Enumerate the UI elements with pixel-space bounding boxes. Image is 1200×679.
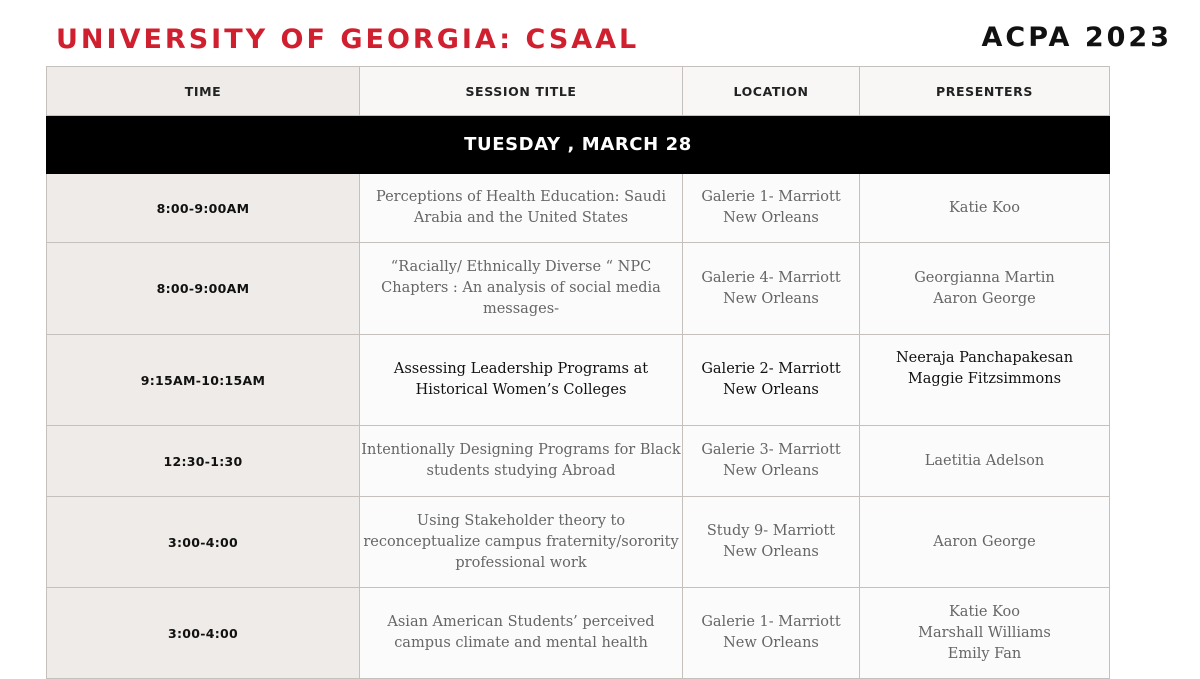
session-time: 12:30-1:30 xyxy=(47,426,360,497)
location-line: New Orleans xyxy=(723,544,819,560)
university-title: UNIVERSITY OF GEORGIA: CSAAL xyxy=(56,24,640,55)
session-presenters xyxy=(860,174,1110,243)
session-time: 3:00-4:00 xyxy=(47,497,360,588)
session-title-line: “Racially/ Ethnically Diverse “ NPC xyxy=(390,259,652,275)
session-title-line: professional work xyxy=(455,554,587,571)
session-title-line: reconceptualize campus fraternity/sorority xyxy=(363,533,679,550)
session-presenters xyxy=(860,243,1110,335)
location-line: Galerie 4- Marriott xyxy=(701,269,841,286)
session-presenters xyxy=(860,426,1110,497)
location-line: Study 9- Marriott xyxy=(706,523,836,539)
location-line: New Orleans xyxy=(723,210,819,226)
column-header-presenters: PRESENTERS xyxy=(860,67,1110,116)
session-title-line: Perceptions of Health Education: Saudi xyxy=(375,189,666,205)
session-location xyxy=(683,174,860,243)
presenter-name: Aaron George xyxy=(933,533,1036,550)
session-title xyxy=(360,174,683,243)
location-line: Galerie 1- Marriott xyxy=(701,614,841,630)
session-title-line: Chapters : An analysis of social media xyxy=(381,280,661,296)
column-header-location: LOCATION xyxy=(683,67,860,116)
location-line: New Orleans xyxy=(723,463,819,479)
presenter-name: Emily Fan xyxy=(947,645,1022,662)
session-time: 8:00-9:00AM xyxy=(47,174,360,243)
presenter-name: Marshall Williams xyxy=(918,624,1051,641)
session-time: 9:15AM-10:15AM xyxy=(47,335,360,426)
session-title-line: messages- xyxy=(482,301,560,317)
presenter-name: Aaron George xyxy=(933,290,1036,307)
table-row xyxy=(47,174,1110,243)
location-line: New Orleans xyxy=(723,635,819,651)
session-title xyxy=(360,335,683,426)
session-title-line: Arabia and the United States xyxy=(413,210,629,226)
session-location xyxy=(683,335,860,426)
session-presenters xyxy=(860,588,1110,679)
session-presenters xyxy=(860,335,1110,426)
session-title xyxy=(360,243,683,335)
presenter-name: Katie Koo xyxy=(948,199,1021,216)
session-title-line: campus climate and mental health xyxy=(394,635,648,651)
session-location xyxy=(683,497,860,588)
header-row xyxy=(47,67,1110,116)
session-title xyxy=(360,497,683,588)
presenter-name: Neeraja Panchapakesan xyxy=(895,350,1074,366)
session-title-line: Historical Women’s Colleges xyxy=(415,382,627,398)
session-title-line: Intentionally Designing Programs for Black xyxy=(361,442,681,458)
presenter-name: Maggie Fitzsimmons xyxy=(907,371,1062,387)
session-time: 3:00-4:00 xyxy=(47,588,360,679)
location-line: Galerie 2- Marriott xyxy=(701,361,841,377)
table-row xyxy=(47,588,1110,679)
session-title-line: Assessing Leadership Programs at xyxy=(393,361,649,377)
presenter-name: Georgianna Martin xyxy=(914,269,1055,286)
session-title-line: Asian American Students’ perceived xyxy=(387,614,655,630)
location-line: New Orleans xyxy=(723,382,819,398)
session-location xyxy=(683,243,860,335)
table-row xyxy=(47,497,1110,588)
table-row xyxy=(47,335,1110,426)
day-label: TUESDAY , MARCH 28 xyxy=(47,116,1110,174)
table-row xyxy=(47,243,1110,335)
column-header-session-title: SESSION TITLE xyxy=(360,67,683,116)
session-presenters xyxy=(860,497,1110,588)
location-line: New Orleans xyxy=(723,290,819,307)
schedule-table xyxy=(46,66,1110,679)
session-time: 8:00-9:00AM xyxy=(47,243,360,335)
location-line: Galerie 3- Marriott xyxy=(701,442,841,458)
table-row xyxy=(47,426,1110,497)
session-title-line: Using Stakeholder theory to xyxy=(416,512,626,529)
session-title xyxy=(360,426,683,497)
conference-title: ACPA 2023 xyxy=(981,22,1172,53)
day-row xyxy=(47,116,1110,174)
session-location xyxy=(683,588,860,679)
presenter-name: Laetitia Adelson xyxy=(924,452,1045,469)
session-title-line: students studying Abroad xyxy=(426,463,616,479)
session-title xyxy=(360,588,683,679)
presenter-name: Katie Koo xyxy=(948,603,1021,620)
column-header-time: TIME xyxy=(47,67,360,116)
location-line: Galerie 1- Marriott xyxy=(701,189,841,205)
session-location xyxy=(683,426,860,497)
